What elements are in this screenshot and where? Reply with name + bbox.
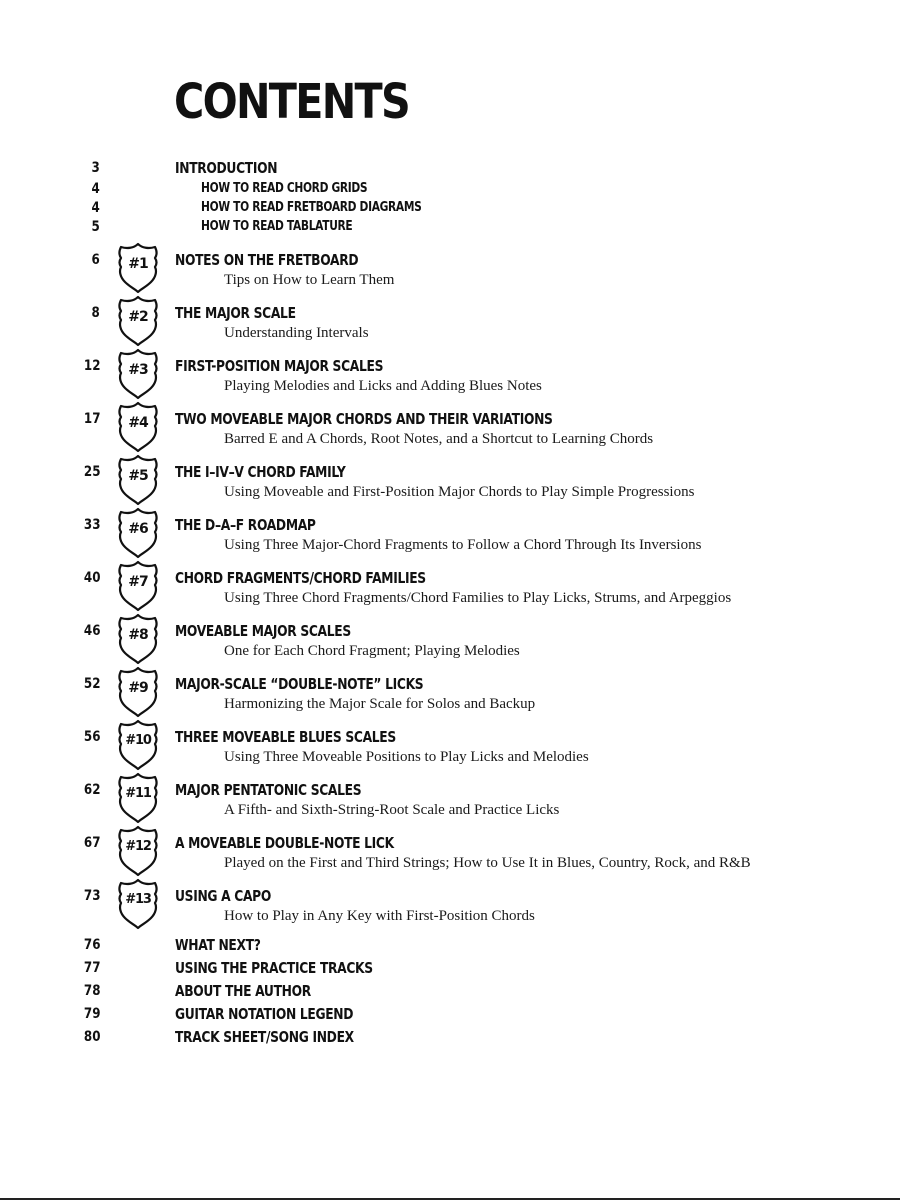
page-number: 8 xyxy=(91,305,100,321)
entry-title: THE I–IV–V CHORD FAMILY xyxy=(175,463,346,481)
page-number: 12 xyxy=(83,358,100,374)
page-number: 25 xyxy=(83,464,100,480)
entry-title: MAJOR PENTATONIC SCALES xyxy=(175,781,362,799)
toc-entry-roadmap[interactable] xyxy=(0,779,900,818)
page-number: 40 xyxy=(83,570,100,586)
entry-title: FIRST-POSITION MAJOR SCALES xyxy=(175,357,384,375)
entry-title: TRACK SHEET/SONG INDEX xyxy=(175,1028,354,1046)
entry-title: USING A CAPO xyxy=(175,887,271,905)
entry-subtitle: Harmonizing the Major Scale for Solos and Backup xyxy=(224,696,536,712)
entry-subtitle: Using Three Chord Fragments/Chord Families to Play Licks, Strums, and Arpeggios xyxy=(224,590,732,606)
highway-shield-icon xyxy=(116,560,160,612)
entry-title: MAJOR-SCALE “DOUBLE-NOTE” LICKS xyxy=(175,675,424,693)
entry-subtitle: Using Moveable and First-Position Major Chords to Play Simple Progressions xyxy=(224,484,695,500)
page-number: 33 xyxy=(83,517,100,533)
entry-title: HOW TO READ TABLATURE xyxy=(201,219,353,234)
toc-entry-introduction[interactable] xyxy=(0,157,900,179)
page-number: 73 xyxy=(83,888,100,904)
roadmap-badge: #8 xyxy=(128,627,148,643)
roadmap-badge: #13 xyxy=(125,892,151,907)
highway-shield-icon xyxy=(116,878,160,930)
toc-entry-roadmap[interactable] xyxy=(0,408,900,447)
entry-title: USING THE PRACTICE TRACKS xyxy=(175,959,373,977)
page-number: 4 xyxy=(91,200,100,216)
toc-entry-back-matter[interactable] xyxy=(0,1003,900,1025)
entry-subtitle: Barred E and A Chords, Root Notes, and a Shortcut to Learning Chords xyxy=(224,431,654,447)
highway-shield-icon xyxy=(116,719,160,771)
toc-entry-roadmap[interactable] xyxy=(0,673,900,712)
page-number: 80 xyxy=(83,1029,100,1045)
roadmap-badge: #12 xyxy=(125,839,151,854)
highway-shield-icon xyxy=(116,242,160,294)
page-number: 46 xyxy=(83,623,100,639)
toc-entry-roadmap[interactable] xyxy=(0,726,900,765)
toc-entry-roadmap[interactable] xyxy=(0,514,900,553)
highway-shield-icon xyxy=(116,772,160,824)
toc-entry-back-matter[interactable] xyxy=(0,980,900,1002)
roadmap-badge: #4 xyxy=(128,415,148,431)
highway-shield-icon xyxy=(116,613,160,665)
page-number: 78 xyxy=(83,983,100,999)
roadmap-badge: #1 xyxy=(128,256,148,272)
page-number: 17 xyxy=(83,411,100,427)
entry-subtitle: Playing Melodies and Licks and Adding Blues Notes xyxy=(224,378,542,394)
highway-shield-icon xyxy=(116,507,160,559)
page-number: 76 xyxy=(83,937,100,953)
entry-title: INTRODUCTION xyxy=(175,159,278,177)
toc-entry-roadmap[interactable] xyxy=(0,355,900,394)
page-number: 79 xyxy=(83,1006,100,1022)
roadmap-badge: #11 xyxy=(125,786,151,801)
roadmap-badge: #2 xyxy=(128,309,148,325)
page-number: 6 xyxy=(91,252,100,268)
toc-entry-back-matter[interactable] xyxy=(0,934,900,956)
highway-shield-icon xyxy=(116,401,160,453)
entry-title: THE D–A–F ROADMAP xyxy=(175,516,316,534)
entry-subtitle: Played on the First and Third Strings; How to Use It in Blues, Country, Rock, and R&B xyxy=(224,855,751,871)
entry-subtitle: Tips on How to Learn Them xyxy=(224,272,395,288)
entry-title: A MOVEABLE DOUBLE-NOTE LICK xyxy=(175,834,394,852)
entry-title: HOW TO READ FRETBOARD DIAGRAMS xyxy=(201,200,422,215)
highway-shield-icon xyxy=(116,454,160,506)
page-title: CONTENTS xyxy=(174,74,409,130)
page-number: 62 xyxy=(83,782,100,798)
toc-entry-roadmap[interactable] xyxy=(0,302,900,341)
highway-shield-icon xyxy=(116,666,160,718)
roadmap-badge: #6 xyxy=(128,521,148,537)
toc-entry-back-matter[interactable] xyxy=(0,1026,900,1048)
entry-subtitle: Using Three Moveable Positions to Play Licks and Melodies xyxy=(224,749,589,765)
entry-title: HOW TO READ CHORD GRIDS xyxy=(201,181,368,196)
entry-title: TWO MOVEABLE MAJOR CHORDS AND THEIR VARIATIONS xyxy=(175,410,553,428)
toc-entry-back-matter[interactable] xyxy=(0,957,900,979)
roadmap-badge: #7 xyxy=(128,574,148,590)
highway-shield-icon xyxy=(116,295,160,347)
toc-entry-roadmap[interactable] xyxy=(0,249,900,288)
roadmap-badge: #10 xyxy=(125,733,151,748)
entry-title: THREE MOVEABLE BLUES SCALES xyxy=(175,728,396,746)
toc-subentry[interactable] xyxy=(0,216,900,238)
roadmap-badge: #5 xyxy=(128,468,148,484)
page-number: 4 xyxy=(91,181,100,197)
toc-entry-roadmap[interactable] xyxy=(0,885,900,924)
page-number: 3 xyxy=(91,160,100,176)
roadmap-badge: #9 xyxy=(128,680,148,696)
entry-title: THE MAJOR SCALE xyxy=(175,304,296,322)
toc-entry-roadmap[interactable] xyxy=(0,832,900,871)
roadmap-badge: #3 xyxy=(128,362,148,378)
page-number: 56 xyxy=(83,729,100,745)
entry-title: WHAT NEXT? xyxy=(175,936,261,954)
entry-subtitle: How to Play in Any Key with First-Position Chords xyxy=(224,908,535,924)
entry-title: CHORD FRAGMENTS/CHORD FAMILIES xyxy=(175,569,426,587)
highway-shield-icon xyxy=(116,825,160,877)
entry-title: GUITAR NOTATION LEGEND xyxy=(175,1005,354,1023)
entry-title: NOTES ON THE FRETBOARD xyxy=(175,251,359,269)
page-number: 52 xyxy=(83,676,100,692)
entry-subtitle: Understanding Intervals xyxy=(224,325,369,341)
toc-entry-roadmap[interactable] xyxy=(0,620,900,659)
page-number: 67 xyxy=(83,835,100,851)
entry-title: MOVEABLE MAJOR SCALES xyxy=(175,622,351,640)
toc-entry-roadmap[interactable] xyxy=(0,461,900,500)
toc-entry-roadmap[interactable] xyxy=(0,567,900,606)
entry-subtitle: A Fifth- and Sixth-String-Root Scale and Practice Licks xyxy=(224,802,560,818)
entry-subtitle: Using Three Major-Chord Fragments to Follow a Chord Through Its Inversions xyxy=(224,537,702,553)
page-number: 5 xyxy=(91,219,100,235)
highway-shield-icon xyxy=(116,348,160,400)
entry-title: ABOUT THE AUTHOR xyxy=(175,982,311,1000)
page-number: 77 xyxy=(83,960,100,976)
entry-subtitle: One for Each Chord Fragment; Playing Melodies xyxy=(224,643,520,659)
